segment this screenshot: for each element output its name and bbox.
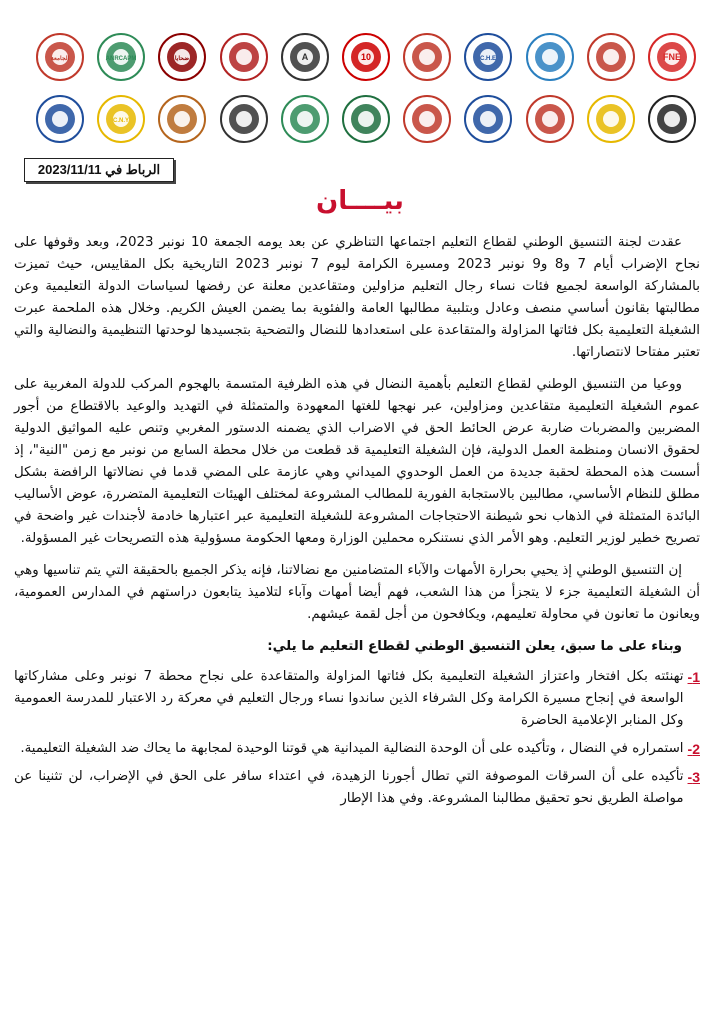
graduates-logo (403, 33, 451, 81)
logo-label: ANRCAPM (105, 56, 137, 62)
cny-logo (97, 95, 145, 143)
people-logo (220, 95, 268, 143)
logo-row-top (36, 26, 696, 88)
book-logo (464, 95, 512, 143)
family-logo (403, 95, 451, 143)
paragraph-1: عقدت لجنة التنسيق الوطني لقطاع التعليم اجتماعها التناظري عن بعد يومه الجمعة 10 نونبر 2023، وبعد وقوفها على نجاح الإضراب أيام 7 و8 و9 نونبر 2023 ومسيرة الكرامة ليوم 7 نونبر 2023 التاريخية بكل المقاييس، حيث تميزت بالمشاركة الواسعة لجميع فئات نساء رجال التعليم مزاولين ومتقاعدين معلنة عن رفضها لسياسات الدولة التعليمية وعن مطالبتها بقانون أساسي منصف وعادل وبتلبية مطالبها العامة والفئوية بما يضمن العيش الكريم. وخلال هذه الملحمة عبرت الشغيلة التعليمية بكل فئاتها المزاولة والمتقاعدة على استعدادها للنضال والتضحية بتجسيدها لوحدتها التنظيمية والنضالية والتي تعتبر مفتاحا لانتصاراتها. (14, 235, 700, 360)
logo-row-bottom (36, 88, 696, 150)
statement-title: بيــــان (316, 186, 404, 216)
logo-label: 10 (360, 52, 371, 62)
declaration-lead: وبناء على ما سبق، يعلن التنسيق الوطني لقطاع التعليم ما يلي: (267, 639, 682, 654)
list-item (14, 766, 700, 810)
anrcapm-logo (97, 33, 145, 81)
education-building-logo (342, 95, 390, 143)
circle-people-logo (281, 95, 329, 143)
logo-label: C.N.Y (113, 118, 130, 124)
list-text: استمراره في النضال ، وتأكيده على أن الوحدة النضالية الميدانية هي قوتنا الوحيدة لمجابهة ما يحاك ضد الشغيلة التعليمية. (20, 741, 684, 756)
list-number: 2- (687, 741, 700, 757)
federation-logo-1 (36, 33, 84, 81)
logos-header (36, 26, 696, 150)
list-text: تهنئته بكل افتخار واعتزاز الشغيلة التعليمية بكل فئاتها المزاولة والمتقاعدة على نجاح محطة 7 نونبر وعلى مشاركاتها الواسعة في إنجاح مسيرة الكرامة وكل الشرفاء الذين ساندوا نساء ورجال التعليم في معركة رد الاعتبار للمدرسة العمومية وكل المنابر الإعلامية الحاضرة (14, 669, 684, 728)
date-box (24, 158, 174, 182)
torch-logo (648, 95, 696, 143)
logo-label: الجامعة (50, 56, 70, 62)
logo-label: A (301, 52, 308, 62)
fist-logo (526, 95, 574, 143)
list-number: 1- (687, 669, 700, 685)
list-text: تأكيده على أن السرقات الموصوفة التي تطال أجورنا الزهيدة، في اعتداء سافر على الحق في الإضراب، لن تثنينا عن مواصلة الطريق نحو تحقيق مطالبنا المشروعة. وفي هذا الإطار (14, 769, 684, 806)
date-text: الرباط في 2023/11/11 (37, 162, 161, 177)
network-logo (526, 33, 574, 81)
victims-logo (158, 33, 206, 81)
paragraph-3: إن التنسيق الوطني إذ يحيي بحرارة الأمهات والآباء المتضامنين مع نضالاتنا، فإنه يذكر الجميع بالحقيقة التي يتم تناسيها وهي أن الشغيلة التعليمية جزء لا يتجزأ من هذا الشعب، فهم أيضا أمهات وآباء لتلاميذ يتابعون دراستهم في المدارس العمومية، ويعانون ما تعانون في محاولة تعليمهم، ويكافحون من أجل لقمة عيشهم. (14, 563, 700, 622)
school-logo (36, 95, 84, 143)
union-logo (587, 95, 635, 143)
hands-logo (158, 95, 206, 143)
statement-body (14, 232, 700, 816)
list-number: 3- (687, 769, 700, 785)
list-item (14, 666, 700, 732)
che-logo (464, 33, 512, 81)
list-item (14, 738, 700, 760)
logo-label: FNE (662, 52, 681, 62)
association-logo-4 (220, 33, 268, 81)
association-logo-10 (342, 33, 390, 81)
logo-label: ضحايا (175, 56, 190, 62)
fne-logo (648, 33, 696, 81)
hand-logo (587, 33, 635, 81)
logo-label: C.H.E (480, 56, 497, 62)
paragraph-2: ووعيا من التنسيق الوطني لقطاع التعليم بأهمية النضال في هذه الظرفية المتسمة بالهجوم المركب للدولة المغربية على عموم الشغيلة التعليمية متقاعدين ومزاولين، عبر نهجها للغتها المعهودة والمتمثلة في التهديد والوعيد بالاقتطاع من أجور المضربين والمضربات ضاربة عرض الحائط الحق في الاضراب الذي يضمنه الدستور المغربي وتنص عليه المواثيق الدولية لحقوق الانسان ومنظمة العمل الدولية، فإن الشغيلة التعليمية قد قطعت من خلال محطة السابع من نونبر مع زمن "النية"، إذ أسست هذه المحطة لحقبة جديدة من العمل الوحدوي الميداني وهي عازمة على المضي قدما في نضالاتها الرافضة بشكل مطلق للنظام الأساسي، مطالبين بالاستجابة الفورية للمطالب المشروعة لمختلف الهيئات التعليمية المتضررة، عوض الأساليب البائدة المتمثلة في الذهاب نحو شيطنة الاحتجاجات المشروعة للشغيلة التعليمية عبر اعتبارها خادمة لأجندات غير واضحة في تصريح خطير لوزير التعليم. وهو الأمر الذي نستنكره محملين الوزارة ومعها الحكومة مسؤولية هذه التصريحات غير المسؤولة. (14, 377, 700, 546)
arrow-logo (281, 33, 329, 81)
